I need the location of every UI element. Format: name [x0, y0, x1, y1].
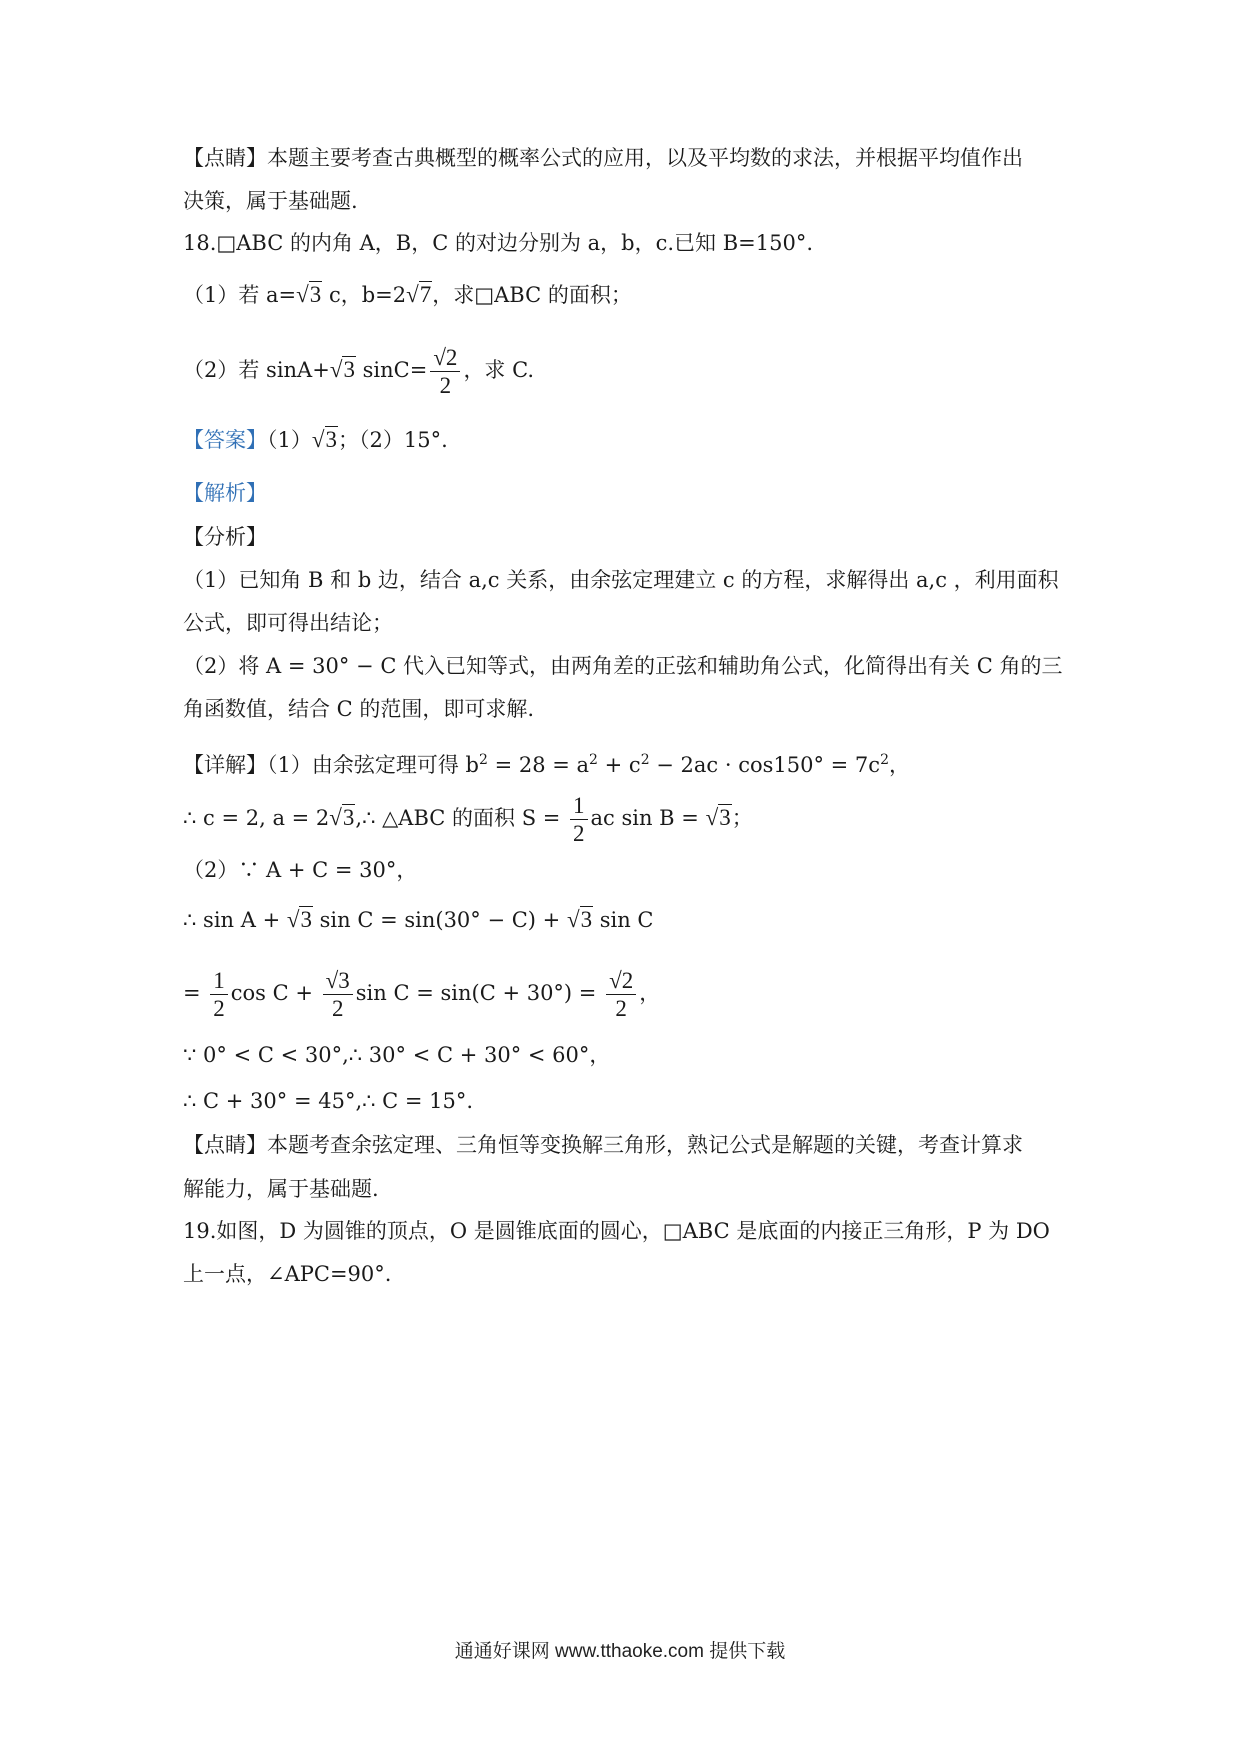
remark-label: 【点睛】: [183, 146, 267, 170]
remark-text: 本题主要考查古典概型的概率公式的应用，以及平均数的求法，并根据平均值作出: [267, 146, 1023, 170]
detail-line-2: ∴ c = 2, a = 2√3,∴ △ABC 的面积 S = $\frac{1}{2}$ ac sin B = √3；: [183, 793, 753, 846]
fraction: $\frac{√3}{2}$: [323, 967, 353, 1022]
question-18-stem: 18.□ABC 的内角 A，B，C 的对边分别为 a，b，c.已知 B=150°.: [183, 231, 814, 255]
question-19-line-1: 19.如图，D 为圆锥的顶点，O 是圆锥底面的圆心，□ABC 是底面的内接正三角形，P 为 DO: [183, 1219, 1050, 1243]
fenxi-line-4: 角函数值，结合 C 的范围，即可求解.: [183, 697, 535, 721]
answer-label: 【答案】: [183, 428, 267, 452]
sqrt-symbol: √3: [566, 907, 593, 932]
sqrt-symbol: √7: [406, 282, 432, 307]
analysis-label: 【解析】: [183, 481, 267, 505]
detail-line-6: ∵ 0° < C < 30°,∴ 30° < C + 30° < 60°，: [183, 1043, 611, 1067]
answer-line: 【答案】（1）√3；（2）15°.: [183, 427, 448, 452]
question-19-line-2: 上一点，∠APC=90°.: [183, 1262, 392, 1286]
fenxi-line-1: （1）已知角 B 和 b 边，结合 a,c 关系，由余弦定理建立 c 的方程，求解得出 a,c ，利用面积: [183, 568, 1059, 592]
remark-line-2: 决策，属于基础题.: [183, 189, 358, 213]
sqrt-symbol: √3: [329, 357, 355, 382]
fenxi-line-3: （2）将 A = 30° − C 代入已知等式，由两角差的正弦和辅助角公式，化简得出有关 C 角的三: [183, 654, 1063, 678]
fraction: $\frac{1}{2}$: [570, 792, 588, 847]
sqrt-symbol: √3: [705, 805, 731, 830]
fenxi-line-2: 公式，即可得出结论；: [183, 611, 393, 635]
detail-line-3: （2）∵ A + C = 30°，: [183, 858, 418, 882]
detail-line-5: = $\frac{1}{2}$ cos C + $\frac{√3}{2}$ sin C = sin(C + 30°) = $\frac{√2}{2}$ ，: [183, 968, 661, 1021]
remark2-line-1: 【点睛】本题考查余弦定理、三角恒等变换解三角形，熟记公式是解题的关键，考查计算求: [183, 1133, 1023, 1157]
remark2-line-2: 解能力，属于基础题.: [183, 1177, 379, 1201]
footer-watermark: 通通好课网 www.tthaoke.com 提供下载: [454, 1641, 786, 1662]
detail-line-7: ∴ C + 30° = 45°,∴ C = 15°.: [183, 1089, 474, 1113]
fraction: $\frac{√2}{2}$: [606, 967, 636, 1022]
question-18-part-1: （1）若 a=√3 c，b=2√7，求□ABC 的面积；: [183, 282, 632, 307]
detail-label: 【详解】: [183, 753, 267, 777]
detail-line-1: 【详解】（1）由余弦定理可得 $b^2 = 28 = a^2 + c^2 - 2ac \cdot \cos 150^\circ = 7c^2$，: [183, 752, 910, 777]
detail-line-4: ∴ sin A + √3 sin C = sin(30° − C) + √3 sin C: [183, 907, 654, 932]
sqrt-symbol: √3: [329, 805, 355, 830]
sqrt-symbol: √3: [286, 907, 312, 932]
remark-line-1: [183, 143, 1063, 173]
fenxi-label: 【分析】: [183, 525, 267, 549]
sqrt-symbol: √3: [296, 282, 322, 307]
fraction: $\frac{1}{2}$: [210, 967, 228, 1022]
sqrt-symbol: √3: [311, 427, 337, 452]
remark2-label: 【点睛】: [183, 1133, 267, 1157]
fraction: $\frac{√2}{2}$: [430, 344, 460, 399]
question-18-part-2: （2）若 sinA+√3 sinC= $\frac{√2}{2}$ ，求 C.: [183, 345, 535, 398]
